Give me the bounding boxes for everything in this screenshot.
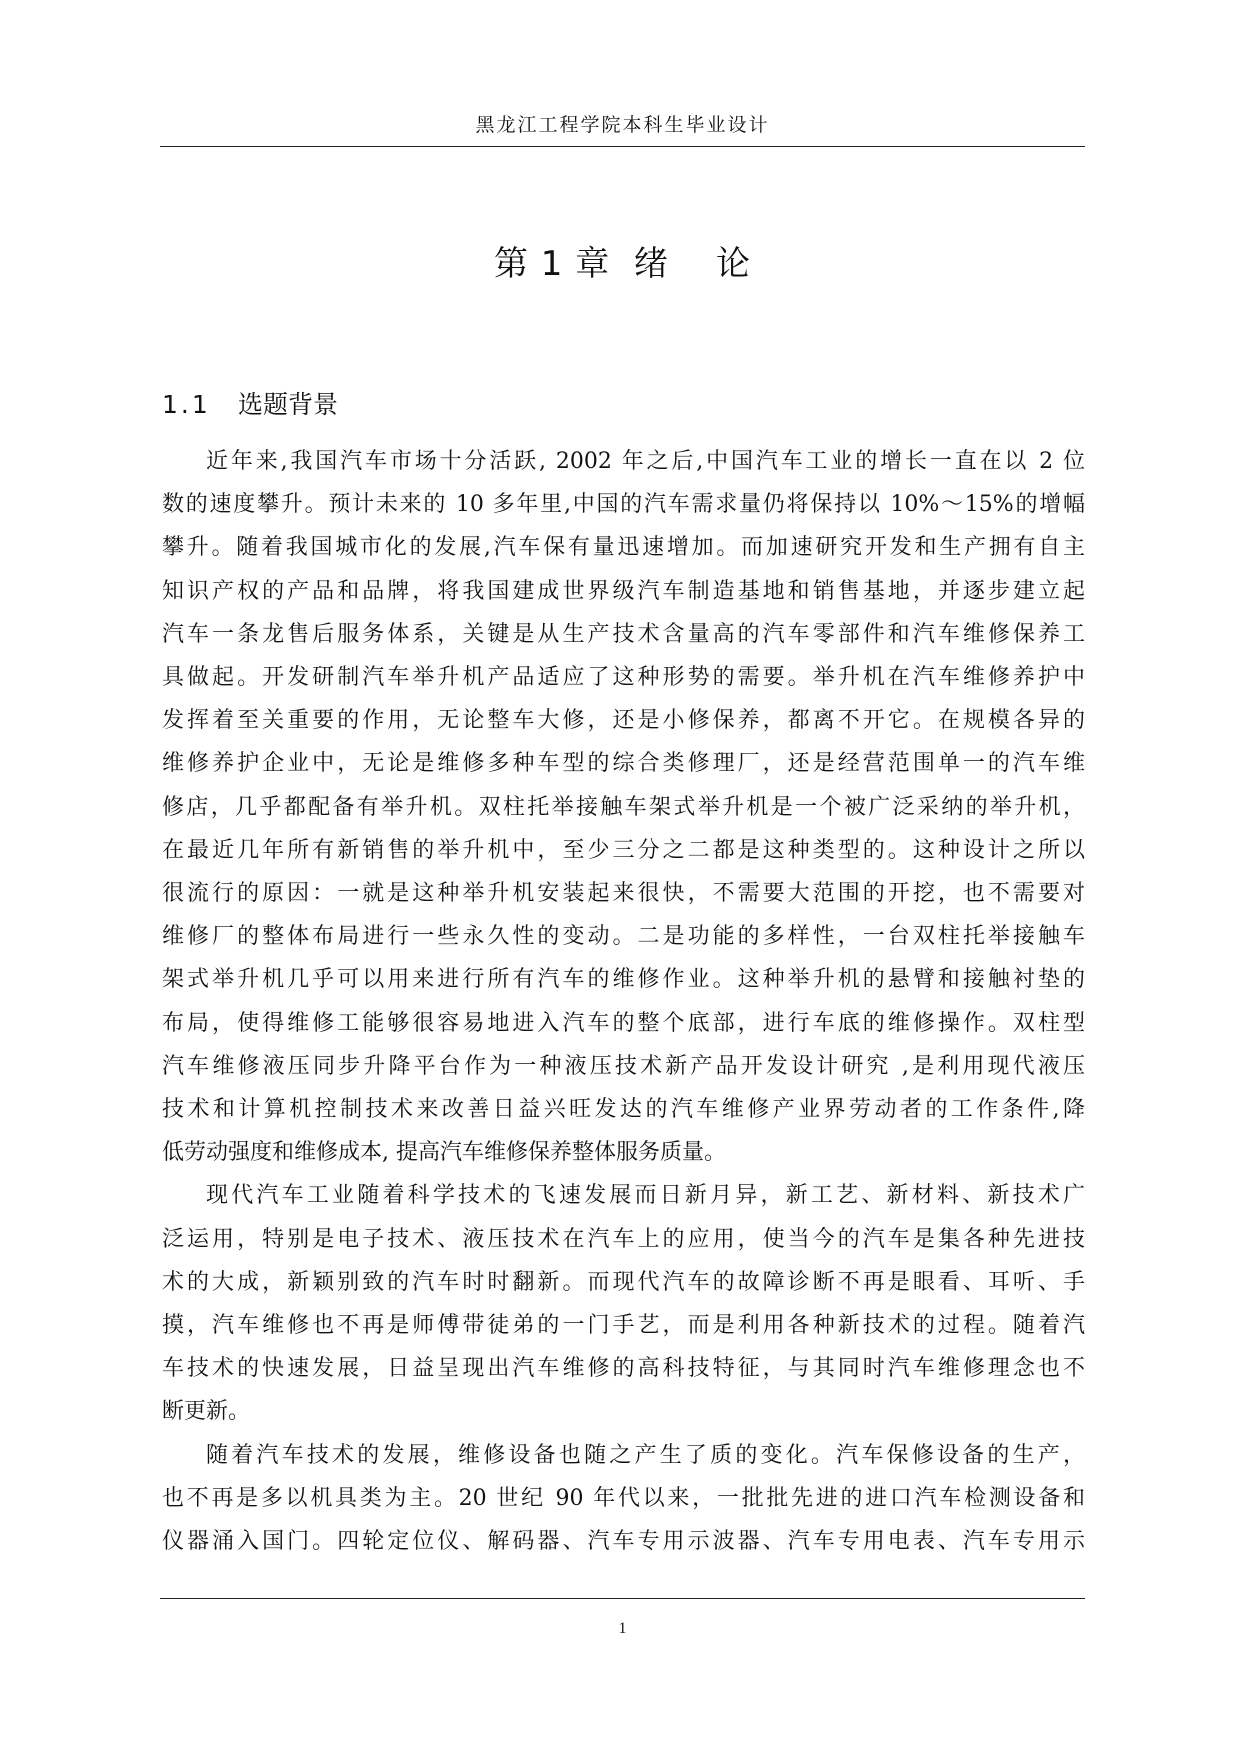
text-line: 近年来,我国汽车市场十分活跃, 2002 年之后,中国汽车工业的增长一直在以 2 位 — [206, 449, 1085, 474]
paragraph — [162, 440, 1085, 1174]
paragraph — [162, 1174, 1085, 1433]
section-number: 1.1 — [162, 390, 211, 419]
text-line: 布局，使得维修工能够很容易地进入汽车的整个底部，进行车底的维修操作。双柱型 — [162, 1010, 1085, 1036]
text-line: 很流行的原因：一就是这种举升机安装起来很快，不需要大范围的开挖，也不需要对 — [162, 881, 1085, 907]
text-line: 攀升。随着我国城市化的发展,汽车保有量迅速增加。而加速研究开发和生产拥有自主 — [162, 535, 1085, 561]
text-line: 架式举升机几乎可以用来进行所有汽车的维修作业。这种举升机的悬臂和接触衬垫的 — [162, 967, 1085, 993]
text-line: 现代汽车工业随着科学技术的飞速发展而日新月异，新工艺、新材料、新技术广 — [206, 1183, 1085, 1209]
header-rule — [160, 146, 1085, 147]
running-header: 黑龙江工程学院本科生毕业设计 — [475, 114, 770, 136]
text-line: 在最近几年所有新销售的举升机中，至少三分之二都是这种类型的。这种设计之所以 — [162, 837, 1085, 863]
section-heading — [162, 388, 338, 422]
text-line: 汽车一条龙售后服务体系，关键是从生产技术含量高的汽车零部件和汽车维修保养工 — [162, 621, 1085, 647]
text-line: 随着汽车技术的发展，维修设备也随之产生了质的变化。汽车保修设备的生产， — [206, 1442, 1085, 1468]
page-number: 1 — [618, 1620, 627, 1637]
text-line: 也不再是多以机具类为主。20 世纪 90 年代以来，一批批先进的进口汽车检测设备和 — [162, 1485, 1085, 1511]
text-line: 维修养护企业中，无论是维修多种车型的综合类修理厂，还是经营范围单一的汽车维 — [162, 751, 1085, 777]
text-line: 断更新。 — [162, 1399, 251, 1425]
paragraph — [162, 1434, 1085, 1564]
text-line: 汽车维修液压同步升降平台作为一种液压技术新产品开发设计研究 ,是利用现代液压 — [162, 1053, 1085, 1079]
text-line: 知识产权的产品和品牌，将我国建成世界级汽车制造基地和销售基地，并逐步建立起 — [162, 578, 1085, 604]
text-line: 摸，汽车维修也不再是师傅带徒弟的一门手艺，而是利用各种新技术的过程。随着汽 — [162, 1313, 1085, 1339]
text-line: 具做起。开发研制汽车举升机产品适应了这种形势的需要。举升机在汽车维修养护中 — [162, 665, 1085, 691]
text-line: 泛运用，特别是电子技术、液压技术在汽车上的应用，使当今的汽车是集各种先进技 — [162, 1226, 1085, 1252]
text-line: 车技术的快速发展，日益呈现出汽车维修的高科技特征，与其同时汽车维修理念也不 — [162, 1356, 1085, 1382]
chapter-title: 第 1 章 绪 论 — [493, 244, 752, 284]
section-title: 选题背景 — [238, 390, 339, 419]
text-line: 仪器涌入国门。四轮定位仪、解码器、汽车专用示波器、汽车专用电表、汽车专用示 — [162, 1529, 1085, 1555]
text-line: 维修厂的整体布局进行一些永久性的变动。二是功能的多样性，一台双柱托举接触车 — [162, 924, 1085, 950]
footer-rule — [160, 1598, 1085, 1599]
text-line: 数的速度攀升。预计未来的 10 多年里,中国的汽车需求量仍将保持以 10%～15%的增幅 — [162, 492, 1085, 518]
text-line: 发挥着至关重要的作用，无论整车大修，还是小修保养，都离不开它。在规模各异的 — [162, 708, 1085, 734]
text-line: 修店，几乎都配备有举升机。双柱托举接触车架式举升机是一个被广泛采纳的举升机， — [162, 794, 1085, 820]
body-text — [162, 440, 1085, 1563]
text-line: 技术和计算机控制技术来改善日益兴旺发达的汽车维修产业界劳动者的工作条件,降 — [162, 1097, 1085, 1123]
text-line: 低劳动强度和维修成本, 提高汽车维修保养整体服务质量。 — [162, 1140, 726, 1166]
text-line: 术的大成，新颖别致的汽车时时翻新。而现代汽车的故障诊断不再是眼看、耳听、手 — [162, 1269, 1085, 1295]
